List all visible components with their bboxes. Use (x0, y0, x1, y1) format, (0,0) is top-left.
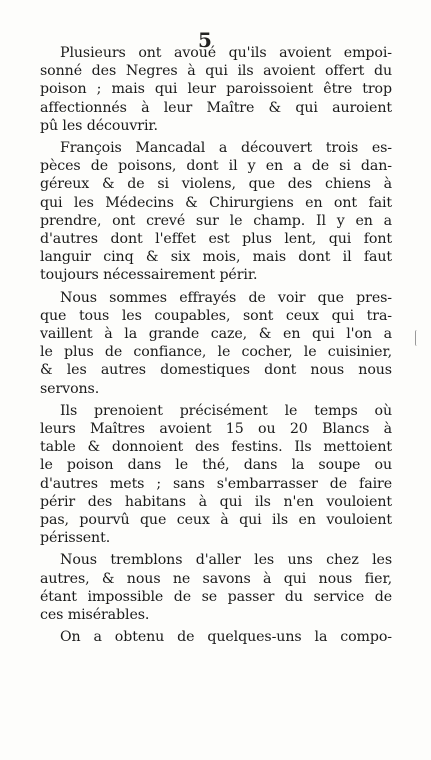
text-line: pas, pourvû que ceux à qui ils en vouloient (40, 512, 392, 529)
text-line: autres, & nous ne savons à qui nous fier, (40, 570, 392, 587)
text-line: poison ; mais qui leur paroissoient être trop (40, 81, 392, 98)
paragraph-2 (40, 139, 392, 285)
text-line: ces misérables. (40, 607, 150, 624)
text-line: Plusieurs ont avoué qu'ils avoient empoi- (60, 45, 392, 61)
text-line: On a obtenu de quelques-uns la compo- (60, 629, 392, 646)
text-line: François Mancadal a découvert trois es- (60, 140, 392, 157)
margin-mark (415, 330, 419, 346)
text-line: périr des habitans à qui ils n'en vouloient (40, 493, 392, 510)
text-line: le poison dans le thé, dans la soupe ou (40, 457, 392, 474)
text-line: leurs Maîtres avoient 15 ou 20 Blancs à (40, 421, 392, 438)
text-line: sonné des Negres à qui ils avoient offert du (40, 63, 392, 80)
text-line: affectionnés à leur Maître & qui auroient (40, 99, 392, 116)
text-line: & les autres domestiques dont nous nous (40, 362, 392, 379)
text-line: Nous sommes effrayés de voir que pres- (60, 289, 392, 306)
page-number: 5 (198, 28, 212, 52)
text-line: qui les Médecins & Chirurgiens en ont fait (40, 194, 392, 211)
text-line: pèces de poisons, dont il y en a de si dan- (40, 158, 392, 175)
paragraph-1 (40, 44, 392, 135)
text-line: d'autres dont l'effet est plus lent, qui font (40, 231, 392, 248)
text-line: que tous les coupables, sont ceux qui tra- (40, 307, 392, 324)
paragraph-3 (40, 289, 392, 398)
body-text (40, 44, 392, 647)
text-line: pû les découvrir. (40, 117, 158, 134)
paragraph-6 (40, 628, 392, 646)
text-line: géreux & de si violens, que des chiens à (40, 176, 392, 193)
paragraph-4 (40, 402, 392, 548)
text-line: Ils prenoient précisément le temps où (60, 402, 392, 419)
text-line: languir cinq & six mois, mais dont il faut (40, 249, 392, 266)
text-line: toujours nécessairement périr. (40, 267, 258, 284)
paragraph-5 (40, 551, 392, 624)
text-line: Nous tremblons d'aller les uns chez les (60, 552, 392, 569)
text-line: d'autres mets ; sans s'embarrasser de faire (40, 475, 392, 492)
text-line: vaillent à la grande caze, & en qui l'on a (40, 326, 392, 343)
text-line: périssent. (40, 530, 111, 547)
text-line: étant impossible de se passer du service de (40, 588, 392, 605)
text-line: servons. (40, 380, 100, 397)
text-line: le plus de confiance, le cocher, le cuisinier, (40, 344, 392, 361)
text-line: prendre, ont crevé sur le champ. Il y en a (40, 212, 392, 229)
text-line: table & donnoient des festins. Ils mettoient (40, 439, 392, 456)
